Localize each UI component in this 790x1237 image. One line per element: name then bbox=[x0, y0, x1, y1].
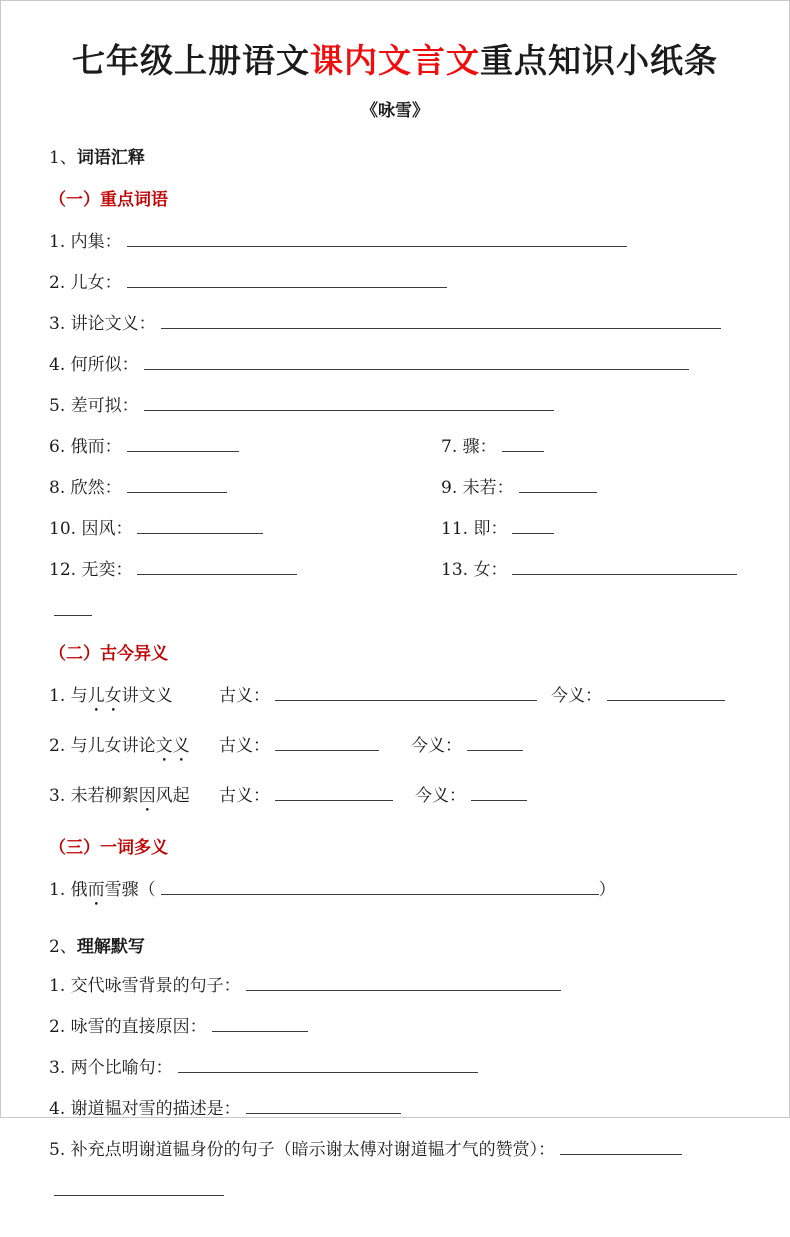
row-item bbox=[49, 1017, 308, 1037]
row-item bbox=[49, 232, 627, 252]
answer-blank bbox=[560, 1137, 682, 1155]
answer-blank bbox=[127, 434, 239, 452]
field-label: 13. 女： bbox=[441, 560, 508, 580]
answer-blank bbox=[607, 683, 725, 701]
field-label: 5. 差可拟： bbox=[49, 396, 139, 416]
row-item bbox=[441, 478, 597, 498]
row-item bbox=[49, 1099, 401, 1119]
form-row bbox=[49, 557, 741, 581]
form-row bbox=[49, 311, 741, 335]
row-item bbox=[49, 736, 219, 766]
field-label: 3. 讲论文义： bbox=[49, 314, 156, 334]
row-item bbox=[49, 786, 219, 816]
answer-blank bbox=[467, 733, 523, 751]
field-label: 1. 与 bbox=[49, 686, 88, 706]
answer-blank bbox=[127, 270, 447, 288]
answer-blank bbox=[127, 229, 627, 247]
answer-blank bbox=[161, 311, 721, 329]
section-heading bbox=[49, 932, 741, 957]
answer-blank bbox=[246, 973, 561, 991]
field-label: 古义： bbox=[219, 736, 270, 756]
field-label: 2. 与儿女讲论 bbox=[49, 736, 156, 756]
form-row bbox=[49, 598, 741, 622]
form-row bbox=[49, 516, 741, 540]
answer-blank bbox=[137, 557, 297, 575]
subsection-heading: （二）古今异义 bbox=[49, 644, 168, 664]
row-item bbox=[49, 396, 554, 416]
field-label: 而 bbox=[87, 880, 105, 900]
row-item bbox=[441, 519, 554, 539]
field-label: 文义 bbox=[155, 736, 190, 756]
field-label: 因 bbox=[138, 786, 156, 806]
row-item bbox=[49, 686, 219, 716]
answer-blank bbox=[512, 516, 554, 534]
field-label: 1. 内集： bbox=[49, 232, 122, 252]
answer-blank bbox=[471, 783, 527, 801]
row-item bbox=[219, 786, 393, 806]
form-row bbox=[49, 1137, 741, 1161]
row-item bbox=[49, 475, 441, 499]
field-label: 儿女 bbox=[87, 686, 122, 706]
form-row bbox=[49, 270, 741, 294]
row-item bbox=[441, 437, 544, 457]
field-label: 今义： bbox=[415, 786, 466, 806]
row-item bbox=[49, 516, 441, 540]
form-row bbox=[49, 475, 741, 499]
subsection-heading: （三）一词多义 bbox=[49, 838, 168, 858]
field-label: 7. 骤： bbox=[441, 437, 497, 457]
row-item bbox=[49, 1181, 224, 1201]
answer-blank bbox=[502, 434, 544, 452]
section-title: 理解默写 bbox=[76, 937, 145, 957]
field-label: 2. 咏雪的直接原因： bbox=[49, 1017, 207, 1037]
field-label: 3. 两个比喻句： bbox=[49, 1058, 173, 1078]
row-item bbox=[49, 557, 441, 581]
document-body bbox=[1, 1, 789, 1237]
section-number: 1、 bbox=[49, 148, 77, 168]
row-item bbox=[415, 786, 527, 806]
section-number: 2、 bbox=[49, 937, 77, 957]
form-row bbox=[49, 1096, 741, 1120]
row-item bbox=[219, 736, 379, 756]
field-label: 2. 儿女： bbox=[49, 273, 122, 293]
field-label: 11. 即： bbox=[441, 519, 508, 539]
row-item bbox=[411, 736, 523, 756]
field-label: 雪骤（ bbox=[104, 880, 156, 900]
title-segment-right: 重点知识小纸条 bbox=[480, 41, 718, 80]
field-label: 12. 无奕： bbox=[49, 560, 133, 580]
row-item bbox=[49, 1058, 478, 1078]
field-label: 1. 俄 bbox=[49, 880, 88, 900]
answer-blank bbox=[212, 1014, 308, 1032]
field-label: 风起 bbox=[155, 786, 190, 806]
form-row bbox=[49, 1178, 741, 1202]
form-row bbox=[49, 683, 741, 716]
field-label: 3. 未若柳絮 bbox=[49, 786, 139, 806]
field-label: 讲文义 bbox=[121, 686, 173, 706]
field-label: 古义： bbox=[219, 686, 270, 706]
field-label: 1. 交代咏雪背景的句子： bbox=[49, 976, 241, 996]
field-label: 4. 谢道韫对雪的描述是： bbox=[49, 1099, 241, 1119]
row-item bbox=[49, 1140, 682, 1160]
form-row bbox=[49, 973, 741, 997]
row-item bbox=[49, 601, 92, 621]
form-row bbox=[49, 434, 741, 458]
form-row bbox=[49, 352, 741, 376]
field-label: 今义： bbox=[411, 736, 462, 756]
section-heading bbox=[49, 143, 741, 168]
field-label: 8. 欣然： bbox=[49, 478, 122, 498]
answer-blank bbox=[54, 598, 92, 616]
field-label: 9. 未若： bbox=[441, 478, 514, 498]
subsection-heading: （一）重点词语 bbox=[49, 190, 168, 210]
field-suffix: ） bbox=[598, 880, 616, 900]
title-segment-highlight: 课内文言文 bbox=[310, 41, 480, 80]
row-item bbox=[49, 880, 616, 900]
form-row bbox=[49, 1014, 741, 1038]
title-segment-left: 七年级上册语文 bbox=[72, 41, 310, 80]
answer-blank bbox=[178, 1055, 478, 1073]
row-item bbox=[49, 976, 561, 996]
field-label: 5. 补充点明谢道韫身份的句子（暗示谢太傅对谢道韫才气的赞赏）： bbox=[49, 1140, 556, 1160]
answer-blank bbox=[137, 516, 263, 534]
answer-blank bbox=[275, 733, 379, 751]
row-item bbox=[551, 686, 725, 706]
answer-blank bbox=[275, 683, 537, 701]
row-item bbox=[441, 560, 737, 580]
answer-blank bbox=[144, 393, 554, 411]
field-label: 4. 何所似： bbox=[49, 355, 139, 375]
form-row bbox=[49, 1055, 741, 1079]
form-row bbox=[49, 783, 741, 816]
answer-blank bbox=[519, 475, 597, 493]
field-label: 6. 俄而： bbox=[49, 437, 122, 457]
answer-blank bbox=[512, 557, 737, 575]
answer-blank bbox=[246, 1096, 401, 1114]
answer-blank bbox=[144, 352, 689, 370]
form-row bbox=[49, 733, 741, 766]
form-row bbox=[49, 393, 741, 417]
answer-blank bbox=[275, 783, 393, 801]
form-row bbox=[49, 877, 741, 910]
page-title bbox=[49, 41, 741, 81]
sections bbox=[49, 143, 741, 1202]
lesson-subtitle: 《咏雪》 bbox=[361, 101, 429, 121]
field-label: 今义： bbox=[551, 686, 602, 706]
row-item bbox=[219, 686, 537, 706]
row-item bbox=[49, 355, 689, 375]
answer-blank bbox=[54, 1178, 224, 1196]
section-title: 词语汇释 bbox=[76, 148, 145, 168]
form-row bbox=[49, 229, 741, 253]
row-item bbox=[49, 434, 441, 458]
row-item bbox=[49, 273, 447, 293]
answer-blank bbox=[127, 475, 227, 493]
answer-blank bbox=[161, 877, 599, 895]
row-item bbox=[49, 314, 721, 334]
field-label: 10. 因风： bbox=[49, 519, 133, 539]
field-label: 古义： bbox=[219, 786, 270, 806]
